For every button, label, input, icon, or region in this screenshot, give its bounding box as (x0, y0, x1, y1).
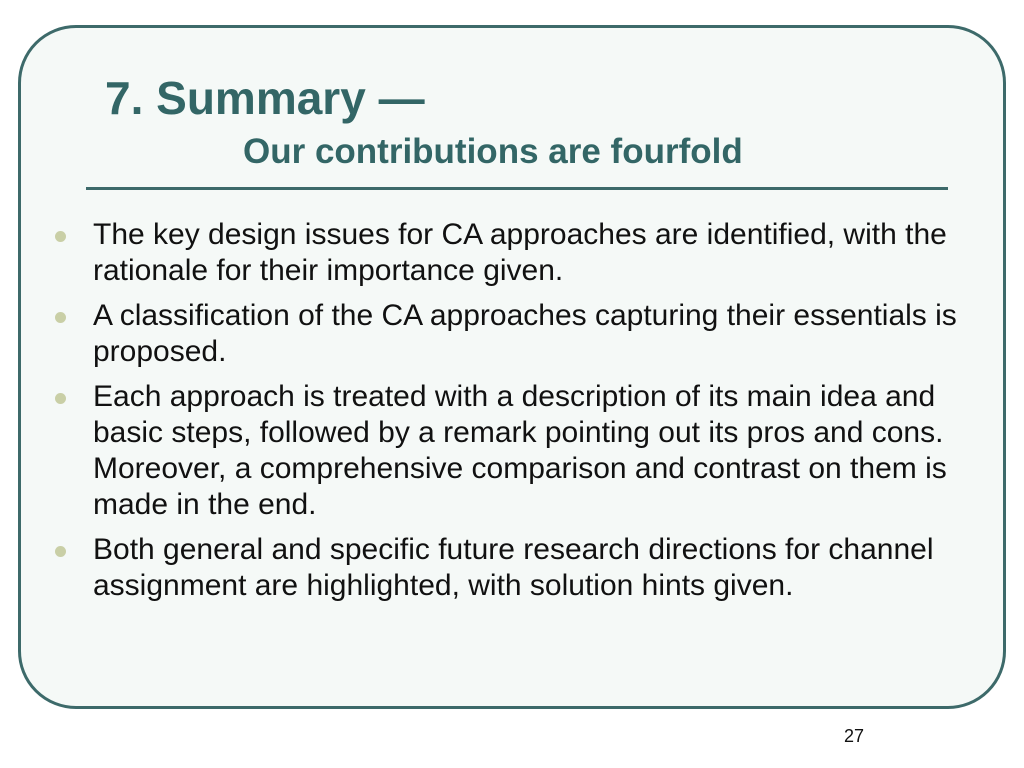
bullet-item (93, 298, 993, 370)
title-divider (86, 187, 948, 190)
bullet-text: A classification of the CA approaches capturing their essentials is proposed. (93, 299, 957, 368)
bullet-item (93, 532, 993, 604)
bullet-icon (55, 546, 66, 557)
bullet-icon (55, 312, 66, 323)
bullet-item (93, 379, 993, 523)
bullet-text: The key design issues for CA approaches are identified, with the rationale for their importance given. (93, 218, 947, 287)
slide-subtitle: Our contributions are fourfold (243, 132, 743, 171)
slide-title: 7. Summary — (105, 72, 425, 124)
bullet-text: Each approach is treated with a description of its main idea and basic steps, followed by a remark pointing out its pros and cons. Moreover, a comprehensive comparison and contrast on them is made in the end. (93, 380, 947, 521)
bullet-icon (55, 393, 66, 404)
bullet-item (93, 217, 993, 289)
bullet-text: Both general and specific future research directions for channel assignment are highlighted, with solution hints given. (93, 533, 934, 602)
bullet-list (93, 217, 993, 613)
page-number: 27 (844, 726, 865, 746)
bullet-icon (55, 231, 66, 242)
